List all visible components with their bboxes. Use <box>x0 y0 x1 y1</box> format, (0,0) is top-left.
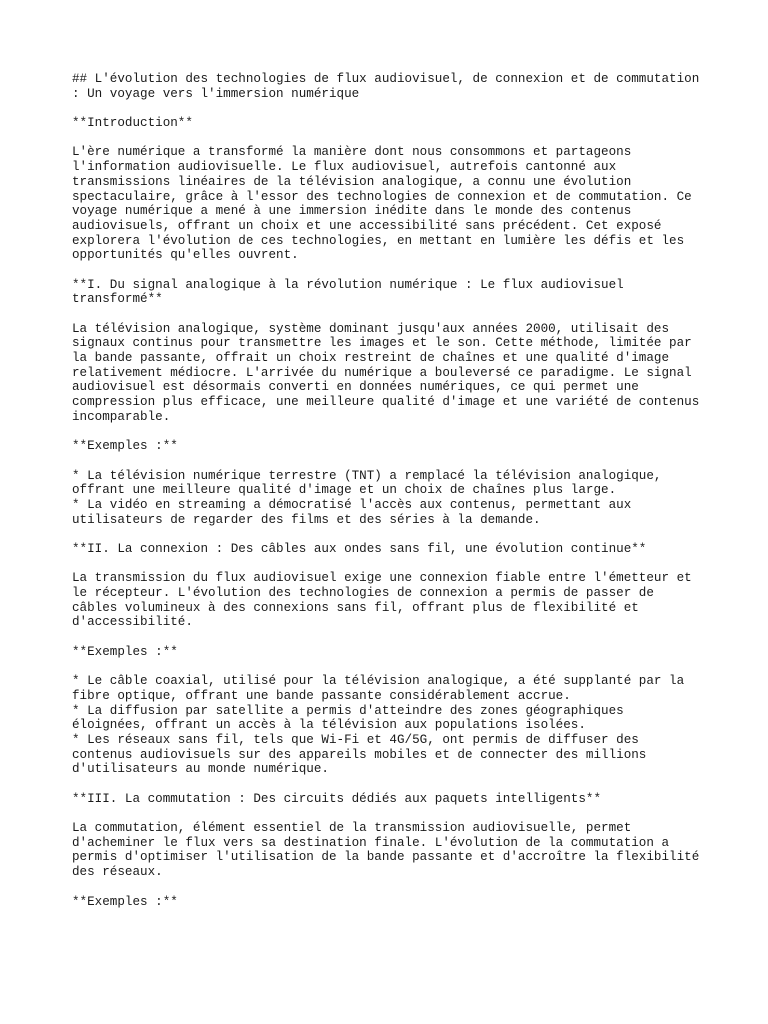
introduction-paragraph-line: L'ère numérique a transformé la manière dont nous consommons et partageons <box>72 145 632 160</box>
section-2-heading: **II. La connexion : Des câbles aux ondes sans fil, une évolution continue** <box>72 542 647 556</box>
examples-2-list-line: * Les réseaux sans fil, tels que Wi-Fi et 4G/5G, ont permis de diffuser des <box>72 732 639 747</box>
introduction-paragraph-line: spectaculaire, grâce à l'essor des technologies de connexion et de commutation. Ce <box>72 189 692 204</box>
document-title-line-1: ## L'évolution des technologies de flux audiovisuel, de connexion et de commutation <box>72 72 700 86</box>
document-title-line-2: : Un voyage vers l'immersion numérique <box>72 86 360 101</box>
section-1-paragraph-line: la bande passante, offrait un choix restreint de chaînes et une qualité d'image <box>72 351 670 366</box>
introduction-paragraph-line: opportunités qu'elles ouvrent. <box>72 248 299 263</box>
introduction-paragraph-line: transmissions linéaires de la télévision analogique, a connu une évolution <box>72 174 632 189</box>
introduction-paragraph-line: audiovisuels, offrant un choix et une accessibilité sans précédent. Cet exposé <box>72 218 662 233</box>
section-3-heading: **III. La commutation : Des circuits dédiés aux paquets intelligents** <box>72 791 602 806</box>
section-3-paragraph-line: La commutation, élément essentiel de la transmission audiovisuelle, permet <box>72 821 632 836</box>
examples-1-list-line: * La télévision numérique terrestre (TNT) a remplacé la télévision analogique, <box>72 468 662 483</box>
introduction-heading: **Introduction** <box>72 116 193 131</box>
section-2-paragraph-line: d'accessibilité. <box>72 615 193 630</box>
section-2-paragraph-line: le récepteur. L'évolution des technologies de connexion a permis de passer de <box>72 586 654 601</box>
examples-2-list-line: * Le câble coaxial, utilisé pour la télévision analogique, a été supplanté par la <box>72 674 685 689</box>
examples-2-heading: **Exemples :** <box>72 644 178 659</box>
section-1-paragraph-line: incomparable. <box>72 409 171 424</box>
examples-1-list-line: * La vidéo en streaming a démocratisé l'accès aux contenus, permettant aux <box>72 497 632 512</box>
examples-2-list-line: * La diffusion par satellite a permis d'atteindre des zones géographiques <box>72 703 624 718</box>
section-3-paragraph-line: d'acheminer le flux vers sa destination finale. L'évolution de la commutation a <box>72 835 670 850</box>
examples-2-list-line: contenus audiovisuels sur des appareils mobiles et de connecter des millions <box>72 747 647 762</box>
examples-2-list-line: fibre optique, offrant une bande passante considérablement accrue. <box>72 688 571 703</box>
examples-2-list-line: éloignées, offrant un accès à la télévision aux populations isolées. <box>72 718 586 733</box>
section-3-paragraph-line: des réseaux. <box>72 865 163 880</box>
section-2-paragraph-line: La transmission du flux audiovisuel exige une connexion fiable entre l'émetteur et <box>72 571 692 586</box>
section-2-paragraph-line: câbles volumineux à des connexions sans fil, offrant plus de flexibilité et <box>72 600 639 615</box>
section-1-heading-line-2: transformé** <box>72 292 163 307</box>
document-body <box>72 72 702 909</box>
section-1-paragraph-line: La télévision analogique, système dominant jusqu'aux années 2000, utilisait des <box>72 321 670 336</box>
section-1-paragraph-line: compression plus efficace, une meilleure qualité d'image et une variété de contenus <box>72 395 700 410</box>
examples-1-list-line: utilisateurs de regarder des films et des séries à la demande. <box>72 512 541 527</box>
introduction-paragraph-line: voyage numérique a mené à une immersion inédite dans le monde des contenus <box>72 204 632 219</box>
examples-3-heading: **Exemples :** <box>72 894 178 909</box>
introduction-paragraph-line: explorera l'évolution de ces technologies, en mettant en lumière les défis et les <box>72 233 685 248</box>
section-1-paragraph-line: signaux continus pour transmettre les images et le son. Cette méthode, limitée par <box>72 336 692 351</box>
section-3-paragraph-line: permis d'optimiser l'utilisation de la bande passante et d'accroître la flexibilité <box>72 850 700 865</box>
section-1-paragraph-line: relativement médiocre. L'arrivée du numérique a bouleversé ce paradigme. Le signal <box>72 365 692 380</box>
introduction-paragraph-line: l'information audiovisuelle. Le flux audiovisuel, autrefois cantonné aux <box>72 160 617 175</box>
examples-1-list-line: offrant une meilleure qualité d'image et un choix de chaînes plus large. <box>72 483 617 498</box>
section-1-paragraph-line: audiovisuel est désormais converti en données numériques, ce qui permet une <box>72 380 639 395</box>
section-1-heading-line-1: **I. Du signal analogique à la révolution numérique : Le flux audiovisuel <box>72 277 624 292</box>
examples-2-list-line: d'utilisateurs au monde numérique. <box>72 762 329 777</box>
examples-1-heading: **Exemples :** <box>72 439 178 454</box>
